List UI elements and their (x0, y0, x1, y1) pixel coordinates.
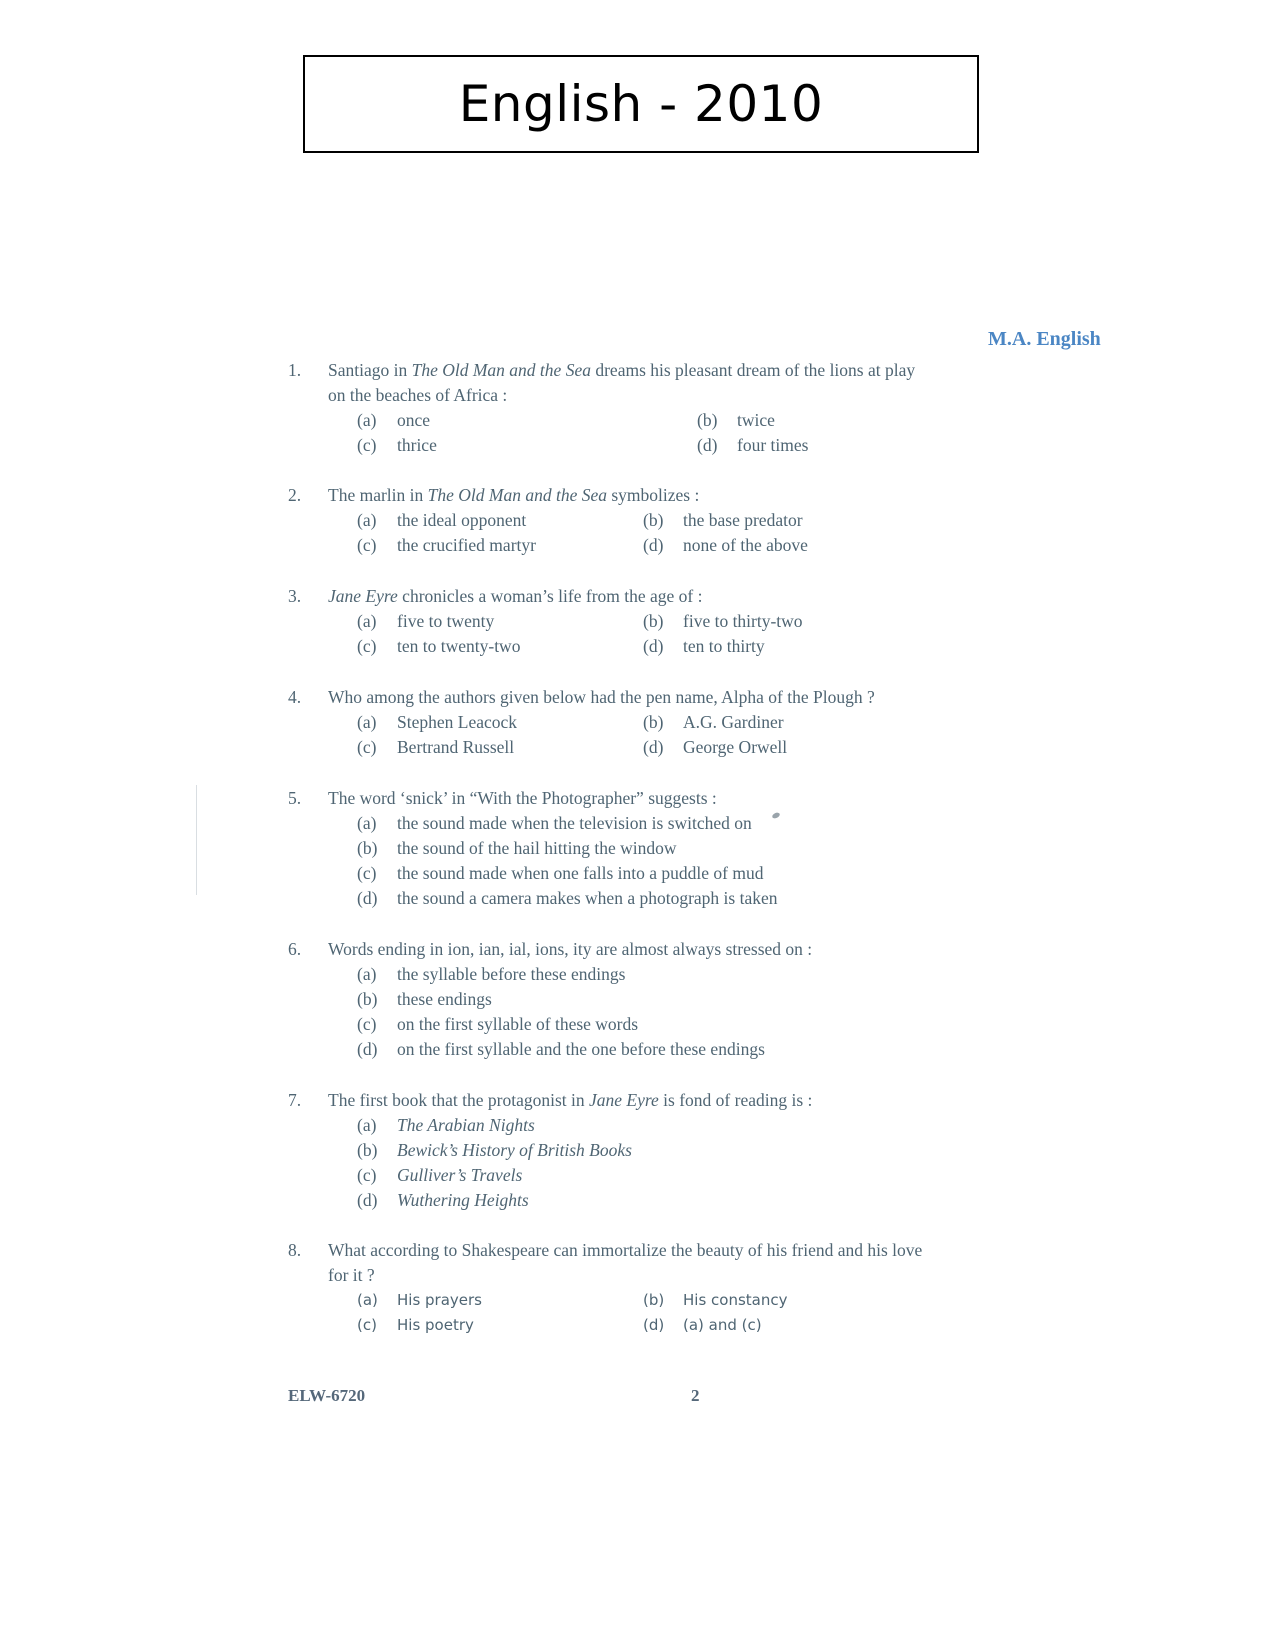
option-a (357, 508, 643, 533)
option-text: five to thirty-two (683, 611, 803, 631)
question-2 (288, 483, 928, 558)
question-number: 5. (288, 788, 302, 808)
option-label: (a) (357, 611, 377, 631)
question-text (328, 584, 928, 609)
question-stem (288, 685, 928, 710)
option-a (357, 1288, 643, 1313)
question-8 (288, 1238, 928, 1338)
option-c (357, 735, 643, 760)
stem-part: Words ending in ion, ian, ial, ions, ity are almost always stressed on : (328, 939, 813, 959)
option-text: none of the above (683, 535, 808, 555)
option-label: (d) (357, 1039, 378, 1059)
question-text (328, 483, 928, 508)
question-text (328, 786, 928, 811)
stem-part: The first book that the protagonist in (328, 1090, 589, 1110)
option-text: the ideal opponent (397, 510, 527, 530)
question-number: 1. (288, 360, 302, 380)
option-d (643, 1313, 883, 1338)
option-label: (c) (357, 737, 377, 757)
stem-part: dreams his pleasant dream of the lions at play on the beaches of Africa : (328, 360, 916, 405)
margin-scan-mark (196, 785, 197, 895)
question-3 (288, 584, 928, 659)
option-text: ten to twenty-two (397, 636, 521, 656)
options-grid (357, 609, 928, 659)
option-label: (c) (357, 863, 377, 883)
options-list (357, 811, 928, 911)
option-text: Gulliver’s Travels (397, 1165, 523, 1185)
option-text: His constancy (683, 1291, 788, 1309)
option-c (357, 1012, 928, 1037)
question-text (328, 358, 928, 408)
option-label: (b) (697, 410, 718, 430)
option-text: on the first syllable of these words (397, 1014, 639, 1034)
options-grid (357, 408, 928, 458)
options-grid (357, 1288, 928, 1338)
option-c (357, 1313, 643, 1338)
option-label: (a) (357, 510, 377, 530)
option-d (643, 735, 883, 760)
question-stem (288, 1238, 928, 1288)
stem-part: Who among the authors given below had the pen name, Alpha of the Plough ? (328, 687, 875, 707)
option-d (357, 1037, 928, 1062)
question-stem (288, 786, 928, 811)
options-list (357, 1113, 928, 1213)
option-b (357, 836, 928, 861)
option-label: (c) (357, 636, 377, 656)
footer-page-number: 2 (691, 1386, 700, 1405)
stem-part-italic: The Old Man and the Sea (411, 360, 591, 380)
option-text: His poetry (397, 1316, 474, 1334)
option-label: (b) (357, 989, 378, 1009)
question-5 (288, 786, 928, 911)
question-number: 8. (288, 1240, 302, 1260)
option-c (357, 1163, 928, 1188)
question-6 (288, 937, 928, 1062)
question-number: 6. (288, 939, 302, 959)
option-label: (c) (357, 535, 377, 555)
question-1 (288, 358, 928, 458)
option-text: five to twenty (397, 611, 495, 631)
question-text (328, 1238, 928, 1288)
option-a (357, 962, 928, 987)
option-text: the sound made when one falls into a puddle of mud (397, 863, 764, 883)
option-label: (d) (357, 888, 378, 908)
option-text: the sound made when the television is switched on (397, 813, 752, 833)
question-4 (288, 685, 928, 760)
title-box (303, 55, 979, 153)
option-text: thrice (397, 435, 437, 455)
question-number: 2. (288, 485, 302, 505)
option-c (357, 433, 697, 458)
stem-part-italic: The Old Man and the Sea (427, 485, 607, 505)
option-c (357, 861, 928, 886)
option-d (357, 1188, 928, 1213)
option-label: (c) (357, 435, 377, 455)
question-7 (288, 1088, 928, 1213)
option-label: (d) (643, 535, 664, 555)
option-text: Stephen Leacock (397, 712, 518, 732)
option-text: A.G. Gardiner (683, 712, 784, 732)
question-text (328, 685, 928, 710)
option-label: (b) (643, 712, 664, 732)
option-label: (a) (357, 410, 377, 430)
option-d (643, 533, 883, 558)
option-label: (b) (357, 838, 378, 858)
option-d (697, 433, 897, 458)
option-label: (c) (357, 1316, 377, 1334)
option-label: (a) (357, 712, 377, 732)
option-label: (a) (357, 1115, 377, 1135)
option-label: (a) (357, 813, 377, 833)
stem-part: is fond of reading is : (658, 1090, 813, 1110)
stem-part: What according to Shakespeare can immortalize the beauty of his friend and his love for it ? (328, 1240, 923, 1285)
option-c (357, 634, 643, 659)
options-grid (357, 508, 928, 558)
stem-part-italic: Jane Eyre (589, 1090, 659, 1110)
option-label: (d) (643, 1316, 665, 1334)
option-label: (b) (643, 510, 664, 530)
option-text: the base predator (683, 510, 803, 530)
question-stem (288, 358, 928, 408)
option-text: the sound a camera makes when a photograph is taken (397, 888, 778, 908)
options-list (357, 962, 928, 1062)
question-number: 3. (288, 586, 302, 606)
question-stem (288, 1088, 928, 1113)
option-a (357, 1113, 928, 1138)
stem-part: The word ‘snick’ in “With the Photographer” suggests : (328, 788, 717, 808)
page-title: English - 2010 (458, 75, 824, 133)
option-text: four times (737, 435, 809, 455)
option-text: Bewick’s History of British Books (397, 1140, 632, 1160)
option-text: the syllable before these endings (397, 964, 626, 984)
option-b (643, 609, 883, 634)
option-text: twice (737, 410, 775, 430)
option-a (357, 408, 697, 433)
option-label: (d) (357, 1190, 378, 1210)
question-stem (288, 483, 928, 508)
option-text: Wuthering Heights (397, 1190, 529, 1210)
question-number: 7. (288, 1090, 302, 1110)
option-text: Bertrand Russell (397, 737, 515, 757)
exam-subject-header: M.A. English (988, 328, 1101, 350)
stem-part: symbolizes : (607, 485, 700, 505)
question-number: 4. (288, 687, 302, 707)
option-a (357, 811, 928, 836)
option-a (357, 710, 643, 735)
stem-part: Santiago in (328, 360, 412, 380)
option-label: (d) (697, 435, 718, 455)
option-text: ten to thirty (683, 636, 765, 656)
stem-part: chronicles a woman’s life from the age of : (397, 586, 703, 606)
question-text (328, 937, 928, 962)
option-label: (b) (643, 1291, 665, 1309)
option-text: on the first syllable and the one before these endings (397, 1039, 765, 1059)
option-b (643, 508, 883, 533)
option-text: George Orwell (683, 737, 788, 757)
option-label: (d) (643, 737, 664, 757)
option-text: these endings (397, 989, 492, 1009)
option-d (643, 634, 883, 659)
footer-paper-code: ELW-6720 (288, 1386, 366, 1405)
option-a (357, 609, 643, 634)
option-label: (b) (643, 611, 664, 631)
option-label: (c) (357, 1165, 377, 1185)
option-c (357, 533, 643, 558)
option-text: once (397, 410, 431, 430)
option-label: (a) (357, 1291, 378, 1309)
option-b (643, 1288, 883, 1313)
option-label: (d) (643, 636, 664, 656)
option-b (357, 987, 928, 1012)
stem-part: The marlin in (328, 485, 428, 505)
option-label: (b) (357, 1140, 378, 1160)
options-grid (357, 710, 928, 760)
option-b (697, 408, 897, 433)
option-text: (a) and (c) (683, 1316, 762, 1334)
option-text: the sound of the hail hitting the window (397, 838, 677, 858)
question-stem (288, 937, 928, 962)
option-text: the crucified martyr (397, 535, 536, 555)
option-text: The Arabian Nights (397, 1115, 535, 1135)
stem-part-italic: Jane Eyre (328, 586, 398, 606)
option-label: (a) (357, 964, 377, 984)
option-label: (c) (357, 1014, 377, 1034)
question-stem (288, 584, 928, 609)
question-text (328, 1088, 928, 1113)
option-b (643, 710, 883, 735)
option-d (357, 886, 928, 911)
option-text: His prayers (397, 1291, 482, 1309)
option-b (357, 1138, 928, 1163)
